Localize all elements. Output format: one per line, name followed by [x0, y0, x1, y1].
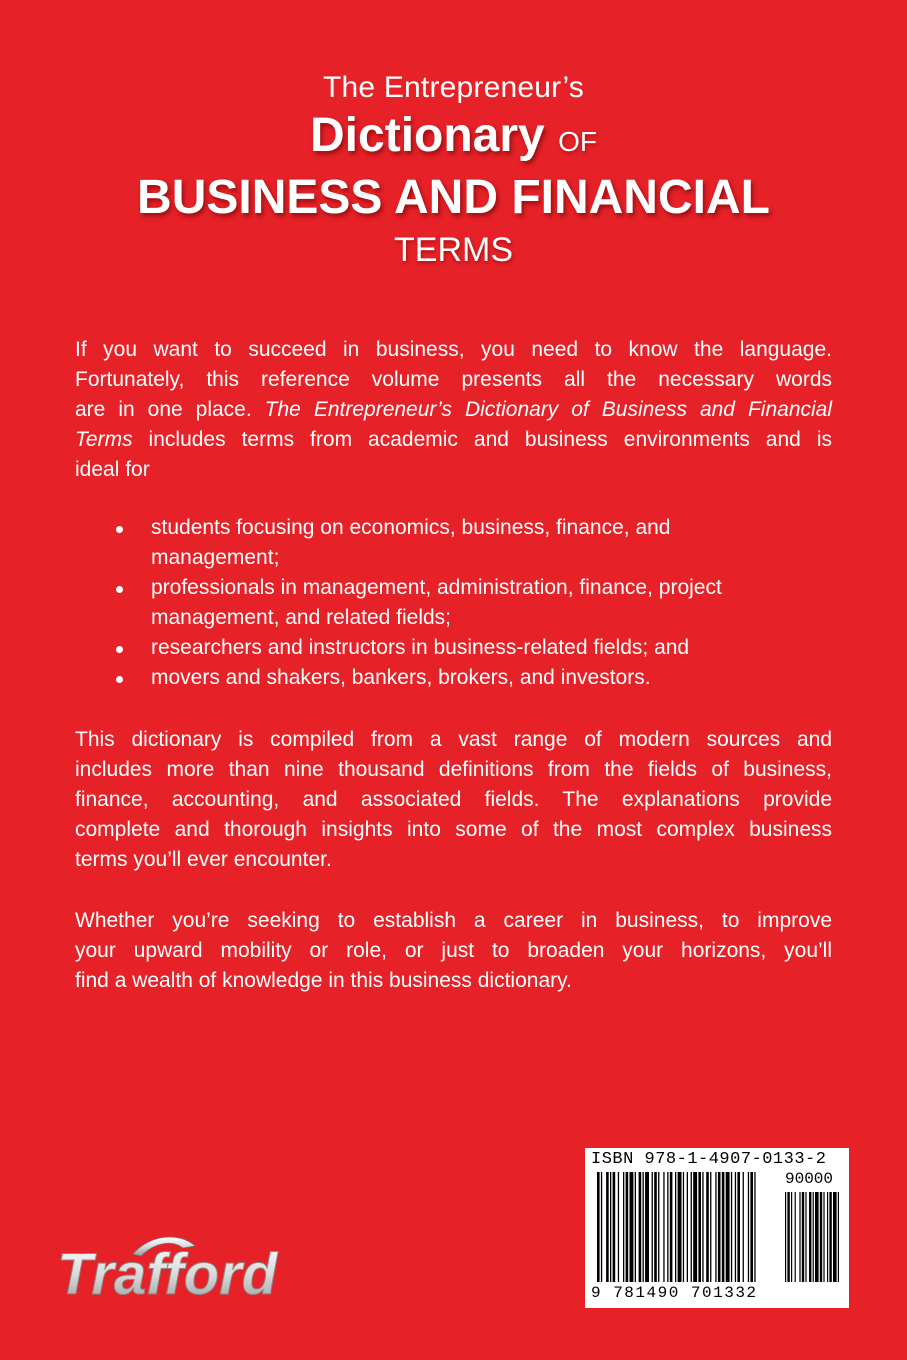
- intro-line: If you want to succeed in business, you need to know the language.: [75, 338, 832, 361]
- intro-line: ideal for: [75, 458, 150, 481]
- closing-paragraph: [75, 906, 832, 996]
- paragraph-line: finance, accounting, and associated fields. The explanations provide: [75, 788, 832, 811]
- book-title: [0, 70, 907, 270]
- list-item: professionals in management, administration, finance, project management, and related fields;: [112, 573, 832, 633]
- description-paragraph: [75, 725, 832, 875]
- ean-digits: 9 781490 701332: [591, 1284, 758, 1302]
- isbn-number: ISBN 978-1-4907-0133-2: [591, 1150, 827, 1169]
- intro-book-title-italic-cont: Terms: [75, 428, 133, 451]
- bullet-icon: [116, 526, 123, 533]
- paragraph-line: includes more than nine thousand definitions from the fields of business,: [75, 758, 832, 781]
- list-item: movers and shakers, bankers, brokers, and investors.: [112, 663, 832, 693]
- paragraph-line: This dictionary is compiled from a vast range of modern sources and: [75, 728, 832, 751]
- intro-line: Fortunately, this reference volume presents all the necessary words: [75, 368, 832, 391]
- paragraph-line: find a wealth of knowledge in this business dictionary.: [75, 969, 572, 992]
- paragraph-line: your upward mobility or role, or just to broaden your horizons, you’ll: [75, 939, 832, 962]
- trafford-logo: [55, 1232, 365, 1312]
- price-code: 90000: [785, 1170, 834, 1188]
- paragraph-line: terms you’ll ever encounter.: [75, 848, 332, 871]
- bullet-icon: [116, 676, 123, 683]
- list-item: researchers and instructors in business-related fields; and: [112, 633, 832, 663]
- title-line-dictionary: [0, 108, 907, 170]
- title-dictionary-word: Dictionary: [310, 109, 545, 162]
- intro-line: Terms includes terms from academic and business environments and is: [75, 428, 832, 451]
- title-of-word: OF: [558, 126, 597, 157]
- intro-paragraph: [75, 335, 832, 485]
- bullet-icon: [116, 646, 123, 653]
- logo-text: Trafford: [57, 1242, 278, 1307]
- paragraph-line: complete and thorough insights into some of the most complex business: [75, 818, 832, 841]
- audience-list: [112, 513, 832, 693]
- paragraph-line: Whether you’re seeking to establish a career in business, to improve: [75, 909, 832, 932]
- title-line-entrepreneurs: The Entrepreneur’s: [323, 71, 584, 104]
- list-item: students focusing on economics, business, finance, and management;: [112, 513, 832, 573]
- title-line-business-financial: BUSINESS AND FINANCIAL: [137, 171, 770, 224]
- bullet-icon: [116, 586, 123, 593]
- intro-book-title-italic: The Entrepreneur’s Dictionary of Business and Financial: [264, 398, 833, 421]
- intro-line: are in one place. The Entrepreneur’s Dictionary of Business and Financial: [75, 398, 833, 421]
- title-line-terms: TERMS: [394, 231, 513, 269]
- isbn-barcode: [585, 1148, 849, 1308]
